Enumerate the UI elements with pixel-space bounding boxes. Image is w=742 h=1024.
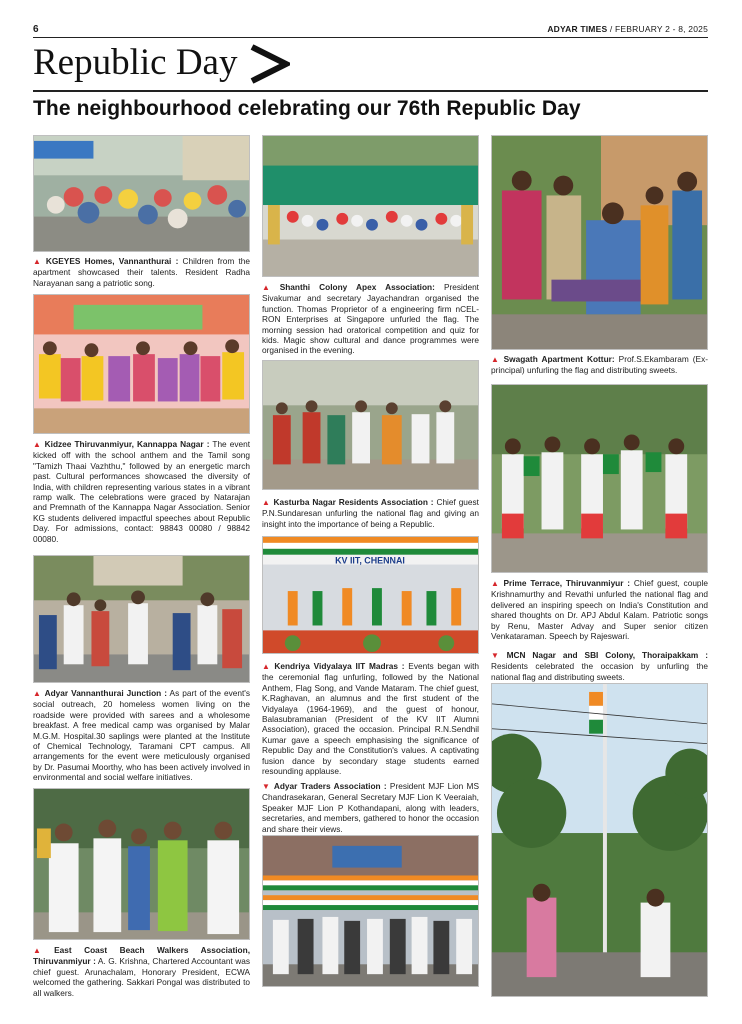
photo-adyar-traders	[262, 835, 479, 987]
caption-text: Residents celebrated the occasion by unfurling the national flag and distributing sweets.	[491, 661, 708, 682]
photo-mcn-nagar	[491, 683, 708, 997]
caption-kgeyes-homes	[33, 256, 250, 288]
caption-prime-terrace	[491, 578, 708, 641]
photo-prime-terrace	[491, 384, 708, 573]
up-arrow-icon: ▲	[33, 689, 42, 698]
caption-lead: Kendriya Vidyalaya IIT Madras :	[274, 661, 405, 671]
caption-lead: Swagath Apartment Kottur:	[503, 354, 615, 364]
caption-lead: Shanthi Colony Apex Association:	[279, 282, 435, 292]
caption-kidzee	[33, 439, 250, 544]
photo-kasturba-nagar	[262, 360, 479, 490]
up-arrow-icon: ▲	[33, 440, 42, 449]
photo-kv-iit	[262, 536, 479, 654]
photo-adyar-vannanthurai	[33, 555, 250, 683]
down-arrow-icon: ▼	[491, 651, 504, 660]
caption-lead: MCN Nagar and SBI Colony, Thoraipakkam :	[506, 650, 708, 660]
caption-lead: Kidzee Thiruvanmiyur, Kannappa Nagar :	[44, 439, 210, 449]
chevron-right-icon	[248, 44, 290, 84]
caption-shanthi-colony	[262, 282, 479, 356]
page-headline: The neighbourhood celebrating our 76th Republic Day	[33, 97, 581, 120]
caption-text: Chief guest P.N.Sundaresan unfurling the national flag and giving an insight into the importance of being a Republic.	[262, 497, 479, 529]
photo-swagath-apartment	[491, 135, 708, 350]
section-title: Republic Day	[33, 42, 238, 83]
caption-text: As part of the event's social outreach, 20 homeless women living on the roadside were provided with sarees and a wholesome breakfast. A free medical camp was organised by Malar M.G.M. Hospital.30 saplings were planted at the Institute of Chemical Technology, Taramani CPT campus. All arrangements for the event were meticulously organised by Dr. Pasumai Moorthy, who has been actively involved in environmental and social welfare initiatives.	[33, 688, 250, 783]
up-arrow-icon: ▲	[262, 283, 277, 292]
caption-ecwa	[33, 945, 250, 998]
caption-text: Prof.S.Ekambaram (Ex-principal) unfurling the flag and distributing sweets.	[491, 354, 708, 376]
issue-dates: FEBRUARY 2 - 8, 2025	[615, 24, 708, 34]
caption-text: A. G. Krishna, Chartered Accountant was chief guest. Arunachalam, Honorary President, ECWA welcomed the gathering. Sakkari Pongal was distributed to all walkers.	[33, 956, 250, 998]
caption-kv-iit	[262, 661, 479, 776]
caption-lead: East Coast Beach Walkers Association, Thiruvanmiyur :	[33, 945, 250, 967]
photo-ecwa	[33, 788, 250, 940]
up-arrow-icon: ▲	[491, 579, 501, 588]
caption-text: The event kicked off with the school anthem and the Tamil song "Tamizh Thaai Vazhthu," followed by an energetic march past. Cultural performances showcased the diversity of India, with children representing various states in a vibrant ramp walk. The celebrations were graced by Natarajan and Premnath of the Kannappa Nagar Association. Senior KG students delivered impactful speeches about Republic Day. For admissions, contact: 98843 00080 / 98842 00080.	[33, 439, 251, 544]
kv-banner-text: KV IIT, CHENNAI	[335, 555, 405, 566]
masthead	[547, 24, 708, 34]
caption-text: President Sivakumar and secretary Jayachandran organised the function. Thomas Proprietor of a engineering firm nCEL-RON Enterprises at Singapore unfurled the flag. The morning session had oratorical competition and quiz for kids. Magic show cultural and dance programmes were organised in the evening.	[262, 282, 479, 356]
paper-name: ADYAR TIMES	[547, 24, 608, 34]
caption-text: Chief guest, couple Krishnamurthy and Revathi unfurled the national flag and delivered an inspiring speech on India's Constitution and shared thoughts on Dr. APJ Abdul Kalam. Patriotic songs by Renu, Master Advay and Super senior citizen Venkataraman. Speech by Rajeswari.	[491, 578, 709, 642]
caption-text: Events began with the ceremonial flag unfurling, followed by the National Anthem, Flag Song, and Vande Mataram. The chief guest, K.Raghavan, an alumnus and the first student of the Vidyalaya (1964-1969), and the guest of honour, Balasubramanian (President of the KV IIT Alumni Association), graced the occasion. Principal R.N.Sendhil Kumar gave a speech emphasising the significance of Republic Day and the Constitution's values. A captivating fusion dance by secondary stage students earned resounding applause.	[262, 661, 479, 777]
caption-mcn-nagar	[491, 650, 708, 682]
caption-lead: Adyar Vannanthurai Junction :	[44, 688, 167, 698]
caption-adyar-vannanthurai	[33, 688, 250, 783]
up-arrow-icon: ▲	[262, 498, 271, 507]
caption-kasturba-nagar	[262, 497, 479, 529]
caption-text: Children from the apartment showcased their talents. Resident Radha Narayanan sang a patriotic song.	[33, 256, 250, 288]
caption-adyar-traders	[262, 781, 479, 834]
photo-kgeyes-homes	[33, 135, 250, 252]
up-arrow-icon: ▲	[33, 946, 52, 955]
caption-swagath-apartment	[491, 354, 708, 376]
photo-kidzee	[33, 294, 250, 434]
caption-lead: Adyar Traders Association :	[273, 781, 387, 791]
up-arrow-icon: ▲	[33, 257, 43, 266]
down-arrow-icon: ▼	[262, 782, 271, 791]
up-arrow-icon: ▲	[262, 662, 272, 671]
up-arrow-icon: ▲	[491, 355, 501, 364]
section-rule	[33, 90, 708, 92]
caption-text: President MJF Lion MS Chandrasekaran, General Secretary MJF Lion K Veeraiah, Speaker MJF Lion P Kothandapani, along with leaders, secretaries, and members, gathered to honor the occasion and share their views.	[262, 781, 479, 834]
page-number: 6	[33, 24, 39, 35]
caption-lead: Prime Terrace, Thiruvanmiyur :	[503, 578, 631, 588]
caption-lead: Kasturba Nagar Residents Association :	[273, 497, 434, 507]
top-rule	[33, 37, 708, 38]
masthead-separator: /	[609, 24, 613, 34]
photo-shanthi-colony	[262, 135, 479, 277]
caption-lead: KGEYES Homes, Vannanthurai :	[45, 256, 179, 266]
